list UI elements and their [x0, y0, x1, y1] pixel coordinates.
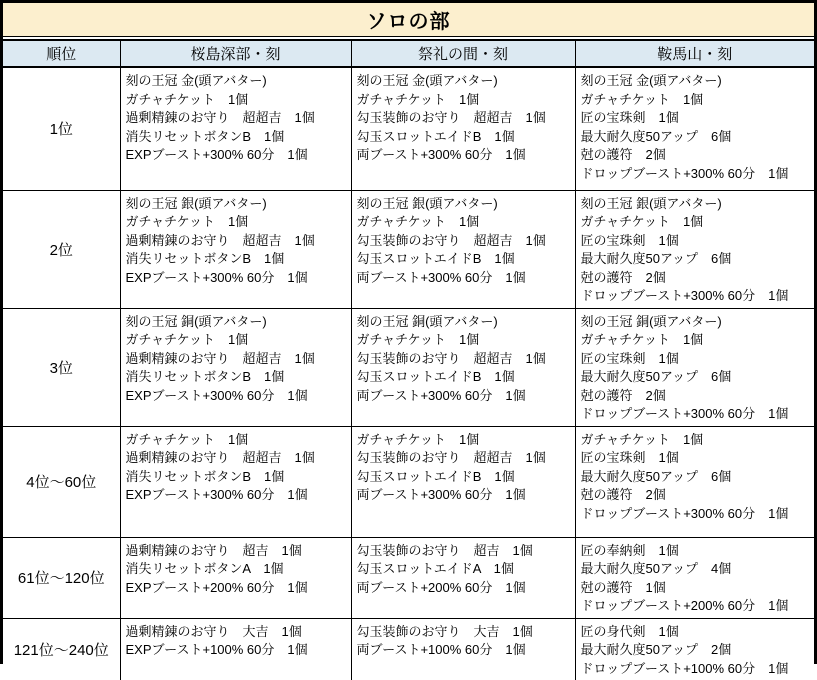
reward-item: 匠の宝珠剣 1個: [580, 450, 679, 465]
reward-item: ドロップブースト+100% 60分 1個: [580, 660, 789, 676]
reward-item: ガチャチケット 1個: [580, 332, 704, 347]
reward-item: ガチャチケット 1個: [125, 431, 249, 447]
reward-item: 両ブースト+300% 60分 1個: [356, 147, 526, 162]
reward-item: 刻の王冠 銀(頭アバター): [356, 195, 498, 211]
reward-item: 刻の王冠 金(頭アバター): [125, 73, 267, 88]
header-row: [3, 41, 814, 67]
reward-item: 最大耐久度50アップ 6個: [580, 251, 732, 266]
reward-item: 両ブースト+200% 60分 1個: [356, 579, 526, 595]
column-header-kurama: 鞍馬山・刻: [575, 41, 814, 67]
reward-item: 刻の王冠 金(頭アバター): [580, 73, 722, 88]
reward-item: ガチャチケット 1個: [356, 431, 480, 447]
column-header-sairei: 祭礼の間・刻: [351, 41, 575, 67]
rewards-table: [3, 41, 814, 680]
rank-cell: 2位: [3, 190, 120, 308]
reward-item: 両ブースト+300% 60分 1個: [356, 487, 526, 502]
reward-cell: [351, 308, 575, 426]
reward-item: 最大耐久度50アップ 6個: [580, 369, 732, 384]
reward-item: 尅の護符 2個: [580, 269, 666, 285]
reward-item: EXPブースト+100% 60分 1個: [125, 642, 308, 657]
reward-item: 勾玉装飾のお守り 超超吉 1個: [356, 350, 546, 366]
reward-item: 尅の護符 2個: [580, 387, 666, 403]
reward-item: 消失リセットボタンB 1個: [125, 468, 285, 484]
reward-item: 勾玉スロットエイドB 1個: [356, 128, 515, 144]
reward-item: 過剰精錬のお守り 超吉 1個: [125, 542, 302, 558]
reward-item: 消失リセットボタンB 1個: [125, 251, 285, 266]
reward-item: 勾玉装飾のお守り 大吉 1個: [356, 623, 533, 639]
reward-item: 刻の王冠 銅(頭アバター): [125, 313, 267, 329]
reward-cell: [120, 190, 351, 308]
reward-cell: [120, 618, 351, 680]
reward-item: 匠の奉納剣 1個: [580, 542, 679, 558]
reward-item: ガチャチケット 1個: [580, 91, 704, 107]
reward-item: 尅の護符 2個: [580, 147, 666, 162]
reward-item: 勾玉スロットエイドB 1個: [356, 251, 515, 266]
reward-item: EXPブースト+300% 60分 1個: [125, 387, 308, 403]
reward-item: 過剰精錬のお守り 超超吉 1個: [125, 350, 315, 366]
reward-cell: [120, 537, 351, 618]
reward-item: 消失リセットボタンA 1個: [125, 561, 284, 576]
reward-cell: [120, 67, 351, 190]
reward-item: 勾玉装飾のお守り 超超吉 1個: [356, 110, 546, 125]
table-row: [3, 308, 814, 426]
reward-item: 最大耐久度50アップ 2個: [580, 642, 732, 657]
rank-cell: 4位〜60位: [3, 426, 120, 537]
reward-item: ドロップブースト+300% 60分 1個: [580, 505, 789, 521]
reward-item: 過剰精錬のお守り 超超吉 1個: [125, 232, 315, 248]
reward-item: 両ブースト+300% 60分 1個: [356, 269, 526, 285]
reward-item: ガチャチケット 1個: [125, 214, 249, 229]
rank-cell: 1位: [3, 67, 120, 190]
reward-item: EXPブースト+200% 60分 1個: [125, 579, 308, 595]
reward-item: 刻の王冠 銀(頭アバター): [580, 195, 722, 211]
reward-item: ガチャチケット 1個: [356, 214, 480, 229]
reward-item: ガチャチケット 1個: [356, 332, 480, 347]
reward-cell: [575, 426, 814, 537]
reward-item: ドロップブースト+300% 60分 1個: [580, 406, 789, 421]
panel-title: ソロの部: [3, 3, 814, 37]
reward-item: 勾玉装飾のお守り 超吉 1個: [356, 542, 533, 558]
reward-cell: [575, 308, 814, 426]
column-header-rank: 順位: [3, 41, 120, 67]
reward-cell: [351, 67, 575, 190]
reward-item: 消失リセットボタンB 1個: [125, 369, 285, 384]
reward-item: 刻の王冠 金(頭アバター): [356, 73, 498, 88]
reward-item: 両ブースト+300% 60分 1個: [356, 387, 526, 403]
reward-item: 刻の王冠 銀(頭アバター): [125, 195, 267, 211]
reward-cell: [120, 426, 351, 537]
reward-item: ガチャチケット 1個: [356, 91, 480, 107]
reward-item: 刻の王冠 銅(頭アバター): [580, 313, 722, 329]
reward-item: 最大耐久度50アップ 6個: [580, 128, 732, 144]
reward-item: 勾玉スロットエイドB 1個: [356, 369, 515, 384]
reward-item: ドロップブースト+300% 60分 1個: [580, 165, 789, 181]
reward-item: 尅の護符 1個: [580, 579, 666, 595]
reward-item: ドロップブースト+200% 60分 1個: [580, 598, 789, 613]
reward-item: 消失リセットボタンB 1個: [125, 128, 285, 144]
reward-item: 勾玉装飾のお守り 超超吉 1個: [356, 232, 546, 248]
reward-item: ガチャチケット 1個: [580, 214, 704, 229]
reward-item: 過剰精錬のお守り 超超吉 1個: [125, 110, 315, 125]
rank-cell: 121位〜240位: [3, 618, 120, 680]
reward-cell: [351, 426, 575, 537]
reward-item: 最大耐久度50アップ 4個: [580, 561, 732, 576]
column-header-sakurajima: 桜島深部・刻: [120, 41, 351, 67]
reward-item: 匠の宝珠剣 1個: [580, 232, 679, 248]
reward-cell: [575, 67, 814, 190]
reward-item: 過剰精錬のお守り 大吉 1個: [125, 623, 302, 639]
reward-item: 勾玉装飾のお守り 超超吉 1個: [356, 450, 546, 465]
reward-cell: [351, 537, 575, 618]
reward-item: 勾玉スロットエイドA 1個: [356, 561, 514, 576]
rank-cell: 61位〜120位: [3, 537, 120, 618]
reward-item: 過剰精錬のお守り 超超吉 1個: [125, 450, 315, 465]
reward-item: EXPブースト+300% 60分 1個: [125, 487, 308, 502]
reward-item: 勾玉スロットエイドB 1個: [356, 468, 515, 484]
table-row: [3, 67, 814, 190]
reward-cell: [120, 308, 351, 426]
reward-cell: [351, 190, 575, 308]
reward-item: ガチャチケット 1個: [580, 431, 704, 447]
reward-item: 尅の護符 2個: [580, 487, 666, 502]
reward-item: 匠の身代剣 1個: [580, 623, 679, 639]
table-row: [3, 618, 814, 680]
reward-cell: [575, 190, 814, 308]
reward-item: 最大耐久度50アップ 6個: [580, 468, 732, 484]
reward-item: ガチャチケット 1個: [125, 332, 249, 347]
reward-cell: [351, 618, 575, 680]
rank-cell: 3位: [3, 308, 120, 426]
reward-item: ドロップブースト+300% 60分 1個: [580, 288, 789, 303]
reward-item: 刻の王冠 銅(頭アバター): [356, 313, 498, 329]
reward-item: 匠の宝珠剣 1個: [580, 350, 679, 366]
reward-item: 匠の宝珠剣 1個: [580, 110, 679, 125]
table-row: [3, 426, 814, 537]
table-row: [3, 537, 814, 618]
reward-item: EXPブースト+300% 60分 1個: [125, 147, 308, 162]
reward-item: EXPブースト+300% 60分 1個: [125, 269, 308, 285]
reward-cell: [575, 537, 814, 618]
reward-item: 両ブースト+100% 60分 1個: [356, 642, 526, 657]
reward-item: ガチャチケット 1個: [125, 91, 249, 107]
reward-cell: [575, 618, 814, 680]
table-row: [3, 190, 814, 308]
